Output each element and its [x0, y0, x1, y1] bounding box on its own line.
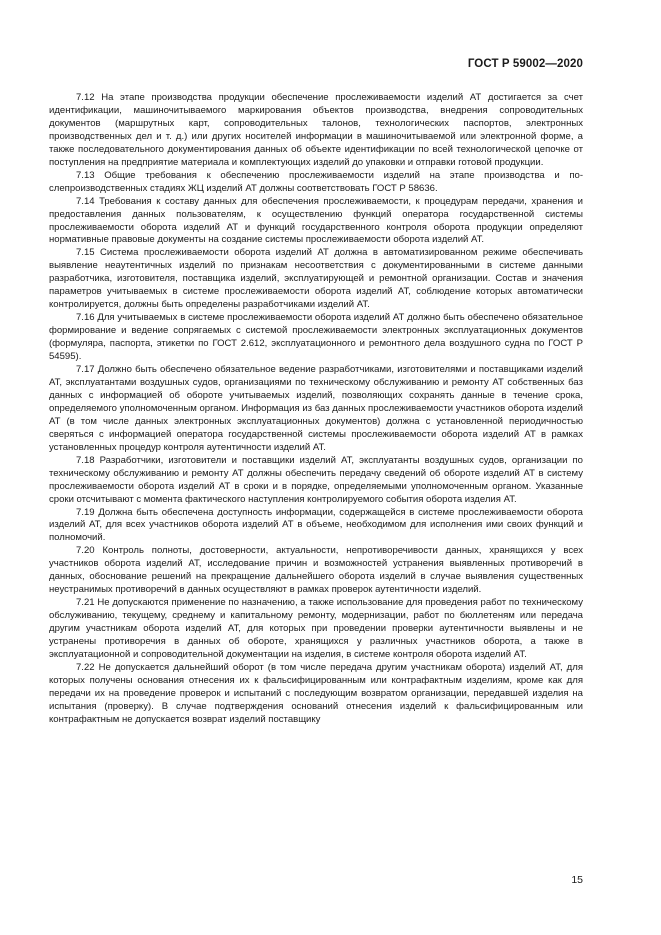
paragraph-7-14: 7.14 Требования к составу данных для обеспечения прослеживаемости, к процедурам передачи, хранения и предоставления данных пользователям, к осуществлению функций оператора государственной системы прослеживаемости оборота изделий АТ и функций государственного контроля оборота продукции определяют нормативные правовые документы на создание системы прослеживаемости оборота изделий АТ. [49, 195, 583, 246]
paragraph-7-15: 7.15 Система прослеживаемости оборота изделий АТ должна в автоматизированном режиме обеспечивать выявление неаутентичных изделий по признакам несоответствия с документированными в системе данными разработчика, изготовителя, поставщика изделий, эксплуатирующей и ремонтной организации. Состав и значения параметров учитываемых в системе прослеживаемости оборота изделий АТ, соблюдение которых автоматически контролируется, должны быть определены разработчиками изделий АТ. [49, 247, 583, 311]
document-code-header: ГОСТ Р 59002—2020 [467, 58, 583, 70]
paragraph-7-18: 7.18 Разработчики, изготовители и поставщики изделий АТ, эксплуатанты воздушных судов, организации по техническому обслуживанию и ремонту АТ должны обеспечить передачу сведений об обороте изделий АТ в систему прослеживаемости оборота изделий АТ в сроки и в порядке, определяемыми уполномоченным органом. Указанные сроки отсчитывают с момента фактического наступления контролируемого события оборота изделия АТ. [49, 454, 583, 505]
paragraph-7-17: 7.17 Должно быть обеспечено обязательное ведение разработчиками, изготовителями и поставщиками изделий АТ, эксплуатантами воздушных судов, организациями по техническому обслуживанию и ремонту АТ собственных баз данных с информацией об обороте учитываемых изделий, позволяющих сохранять данные в течение срока, определяемого уполномоченным органом. Информация из баз данных прослеживаемости участников оборота изделий АТ (в том числе данных электронных эксплуатационных документов) должна с установленной периодичностью сверяться с информацией оператора государственной системы прослеживаемости оборота изделий АТ в рамках установленных процедур контроля аутентичности изделий АТ. [49, 364, 583, 453]
paragraph-7-21: 7.21 Не допускаются применение по назначению, а также использование для проведения работ по техническому обслуживанию, текущему, среднему и капитальному ремонту, модернизации, работ по бюллетеням или передача другим участникам оборота изделий АТ, для которых при проведении проверки аутентичности выявлены и не устранены противоречия в данных об обороте, хранящихся у различных участников оборота, а также в эксплуатационной и сопроводительной документации на изделия, в системе контроля оборота изделий АТ. [49, 597, 583, 660]
paragraph-7-12: 7.12 На этапе производства продукции обеспечение прослеживаемости изделий АТ достигается за счет идентификации, машиночитываемого маркирования объектов производства, внедрения сопроводительных документов (маршрутных карт, сопроводительных талонов, технологических паспортов, электронных производственных дел и т. д.) или других носителей информации в машиночитываемой или электронной форме, а также последовательного документирования данных об объекте идентификации по всей технологической цепочке от поступления на предприятие материала и комплектующих изделий до упаковки и отправки готовой продукции. [49, 92, 583, 168]
paragraph-7-20: 7.20 Контроль полноты, достоверности, актуальности, непротиворечивости данных, хранящихся у всех участников оборота изделий АТ, исследование причин и возможностей устранения выявленных противоречий в данных, обоснование решений на прекращение дальнейшего оборота изделий в случае выявления существенных неустранимых противоречий в данных осуществляют в рамках проверок аутентичности изделий. [49, 545, 583, 596]
document-body [49, 92, 583, 727]
paragraph-7-13: 7.13 Общие требования к обеспечению прослеживаемости изделий на этапе производства и послепроизводственных стадиях ЖЦ изделий АТ должны соответствовать ГОСТ Р 58636. [49, 169, 583, 194]
paragraph-7-19: 7.19 Должна быть обеспечена доступность информации, содержащейся в системе прослеживаемости оборота изделий АТ, для всех участников оборота изделий АТ в объеме, необходимом для исполнения ими своих функций и полномочий. [49, 506, 583, 544]
page-number: 15 [571, 874, 583, 886]
paragraph-7-16: 7.16 Для учитываемых в системе прослеживаемости оборота изделий АТ должно быть обеспечено обязательное формирование и ведение сопрягаемых с системой прослеживаемости электронных эксплуатационных документов (формуляра, паспорта, этикетки по ГОСТ 2.612, эксплуатационного и ремонтного дела воздушного судна по ГОСТ Р 54595). [49, 312, 583, 363]
paragraph-7-22: 7.22 Не допускается дальнейший оборот (в том числе передача другим участникам оборота) изделий АТ, для которых получены основания отнесения их к фальсифицированным или контрафактным изделиям, кроме как для передачи их на проведение проверок и испытаний с последующим возвратом организации, передавшей изделия на испытания (проверку). В случае подтверждения оснований отнесения изделий к фальсифицированным или контрафактным не допускается возврат изделий поставщику [49, 661, 583, 725]
